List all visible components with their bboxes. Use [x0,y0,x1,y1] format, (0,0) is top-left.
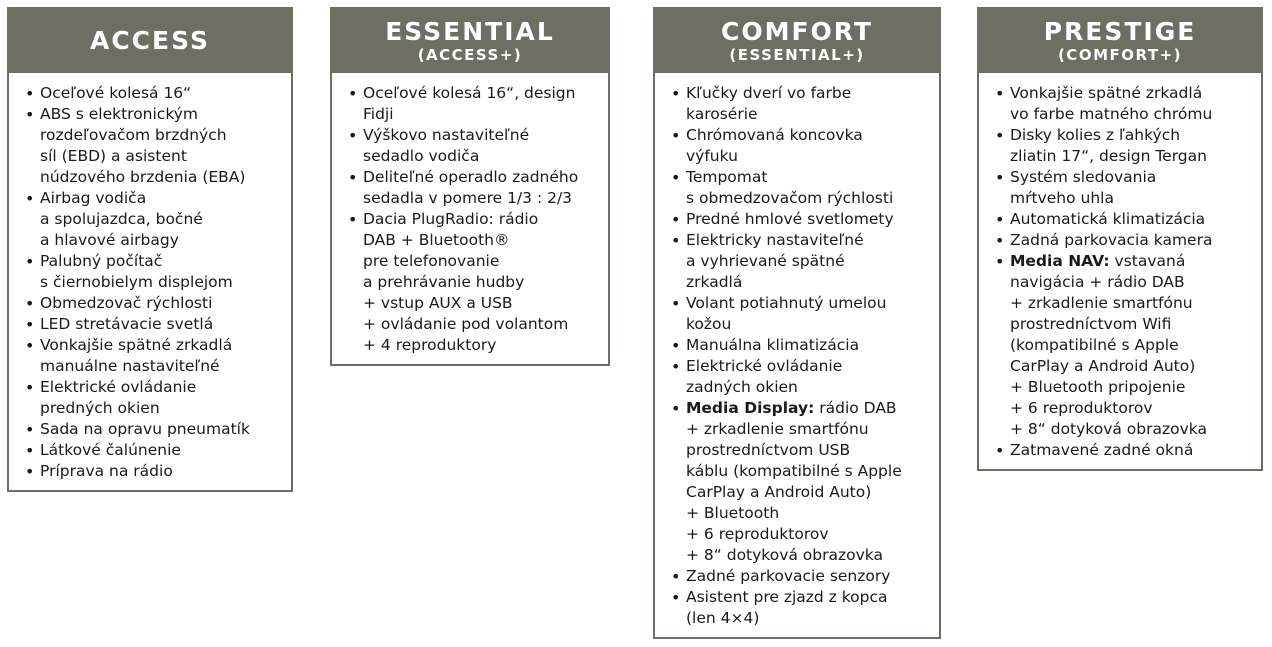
feature-item [25,440,285,461]
feature-line [40,272,285,293]
feature-text: Systém sledovania [1010,168,1157,186]
feature-text: + ovládanie pod volantom [363,315,569,333]
feature-text: + 8“ dotyková obrazovka [686,546,883,564]
feature-line [363,167,602,188]
feature-text: + zrkadlenie smartfónu [686,420,869,438]
feature-text: s obmedzovačom rýchlosti [686,189,894,207]
feature-text: + Bluetooth [686,504,780,522]
feature-item [25,461,285,482]
column-title: PRESTIGE [1043,17,1197,46]
feature-line [686,314,933,335]
feature-line [686,524,933,545]
feature-line [686,272,933,293]
feature-line [1010,440,1255,461]
feature-line [686,398,933,419]
feature-item [995,167,1255,209]
column-access [7,7,293,492]
feature-text: pre telefonovanie [363,252,500,270]
feature-line [1010,230,1255,251]
feature-line [363,230,602,251]
feature-line [1010,398,1255,419]
feature-line [363,125,602,146]
feature-item [25,83,285,104]
feature-text: Elektricky nastaviteľné [686,231,864,249]
column-subtitle: (ESSENTIAL+) [729,46,865,64]
feature-line [1010,251,1255,272]
feature-text: Obmedzovač rýchlosti [40,294,213,312]
feature-line [1010,377,1255,398]
feature-line [1010,272,1255,293]
feature-line [40,356,285,377]
feature-line [40,419,285,440]
feature-text: Automatická klimatizácia [1010,210,1206,228]
feature-line [686,230,933,251]
feature-line [363,251,602,272]
feature-line [1010,188,1255,209]
feature-line [686,125,933,146]
feature-line [686,104,933,125]
feature-line [40,335,285,356]
feature-text: Predné hmlové svetlomety [686,210,894,228]
feature-text: Kľučky dverí vo farbe [686,84,852,102]
feature-text: vstavaná [1109,252,1186,270]
feature-item [348,209,602,356]
feature-line [1010,419,1255,440]
feature-text: Zadné parkovacie senzory [686,567,891,585]
feature-line [40,377,285,398]
feature-text: Airbag vodiča [40,189,147,207]
feature-line [1010,314,1255,335]
feature-line [40,209,285,230]
feature-line [686,377,933,398]
column-essential [330,7,610,366]
feature-line [40,188,285,209]
feature-line [40,230,285,251]
column-comfort [653,7,941,639]
feature-item [348,125,602,167]
feature-list [979,73,1261,469]
feature-text: + zrkadlenie smartfónu [1010,294,1193,312]
feature-item [995,440,1255,461]
feature-text: + 8“ dotyková obrazovka [1010,420,1207,438]
feature-line [1010,167,1255,188]
feature-text: (len 4×4) [686,609,760,627]
feature-line [686,503,933,524]
feature-line [686,335,933,356]
feature-text: CarPlay a Android Auto) [686,483,872,501]
feature-text: DAB + Bluetooth® [363,231,510,249]
feature-text: + 6 reproduktorov [686,525,829,543]
feature-item [25,104,285,188]
feature-text: Fidji [363,105,394,123]
feature-text: núdzového brzdenia (EBA) [40,168,246,186]
feature-line [40,104,285,125]
feature-item [671,125,933,167]
feature-line [1010,83,1255,104]
feature-line [686,608,933,629]
feature-item [995,251,1255,440]
feature-line [363,104,602,125]
feature-text: + 4 reproduktory [363,336,497,354]
feature-text: + 6 reproduktorov [1010,399,1153,417]
feature-text: a prehrávanie hudby [363,273,525,291]
feature-line [363,209,602,230]
feature-line [686,146,933,167]
feature-text: Manuálna klimatizácia [686,336,860,354]
feature-line [686,419,933,440]
feature-text: karosérie [686,105,758,123]
feature-text: rozdeľovačom brzdných [40,126,227,144]
feature-text: výfuku [686,147,738,165]
feature-list [9,73,291,490]
feature-line [686,209,933,230]
feature-text: Chrómovaná koncovka [686,126,863,144]
feature-text: kožou [686,315,732,333]
feature-text: Deliteľné operadlo zadného [363,168,579,186]
feature-list [332,73,608,364]
column-prestige [977,7,1263,471]
feature-line [1010,104,1255,125]
column-title: ACCESS [89,26,210,55]
feature-line [686,482,933,503]
feature-item [25,314,285,335]
feature-item [671,293,933,335]
feature-text: s čiernobielym displejom [40,273,233,291]
feature-item [25,293,285,314]
feature-line [686,188,933,209]
feature-line [363,188,602,209]
feature-line [686,356,933,377]
feature-line [40,293,285,314]
feature-line [40,461,285,482]
column-subtitle: (ACCESS+) [417,46,523,64]
feature-text: Asistent pre zjazd z kopca [686,588,888,606]
column-header [332,9,608,73]
feature-bold-label: Media NAV: [1010,252,1110,270]
feature-line [40,146,285,167]
feature-item [348,167,602,209]
feature-line [40,251,285,272]
feature-text: Palubný počítač [40,252,163,270]
feature-text: Disky kolies z ľahkých [1010,126,1181,144]
feature-line [1010,125,1255,146]
feature-line [686,587,933,608]
feature-line [40,167,285,188]
column-title: COMFORT [721,17,873,46]
feature-line [40,440,285,461]
feature-text: Zatmavené zadné okná [1010,441,1194,459]
feature-text: zrkadlá [686,273,743,291]
feature-item [671,356,933,398]
feature-item [995,209,1255,230]
feature-line [686,566,933,587]
column-header [9,9,291,73]
feature-text: ABS s elektronickým [40,105,199,123]
feature-text: Výškovo nastaviteľné [363,126,530,144]
feature-text: rádio DAB [814,399,897,417]
feature-line [363,83,602,104]
feature-item [671,167,933,209]
feature-item [25,335,285,377]
column-subtitle: (COMFORT+) [1057,46,1183,64]
feature-text: Látkové čalúnenie [40,441,181,459]
feature-item [671,83,933,125]
feature-line [40,314,285,335]
feature-item [671,230,933,293]
feature-text: káblu (kompatibilné s Apple [686,462,902,480]
feature-item [25,188,285,251]
feature-list [655,73,939,637]
feature-line [1010,209,1255,230]
feature-bold-label: Media Display: [686,399,815,417]
feature-text: LED stretávacie svetlá [40,315,214,333]
feature-item [995,125,1255,167]
feature-text: vo farbe matného chrómu [1010,105,1213,123]
feature-item [25,377,285,419]
feature-text: a spolujazdca, bočné [40,210,203,228]
feature-text: predných okien [40,399,160,417]
feature-text: prostredníctvom Wifi [1010,315,1172,333]
column-header [979,9,1261,73]
feature-text: (kompatibilné s Apple [1010,336,1179,354]
feature-item [348,83,602,125]
feature-text: síl (EBD) a asistent [40,147,187,165]
feature-text: Zadná parkovacia kamera [1010,231,1213,249]
feature-text: navigácia + rádio DAB [1010,273,1185,291]
feature-text: sedadla v pomere 1/3 : 2/3 [363,189,573,207]
feature-line [686,83,933,104]
feature-item [25,251,285,293]
feature-text: Elektrické ovládanie [686,357,843,375]
column-header [655,9,939,73]
feature-line [40,125,285,146]
feature-line [363,293,602,314]
feature-line [686,461,933,482]
feature-line [1010,146,1255,167]
feature-item [25,419,285,440]
feature-text: Vonkajšie spätné zrkadlá [1010,84,1203,102]
feature-text: Oceľové kolesá 16“ [40,84,192,102]
feature-text: mŕtveho uhla [1010,189,1114,207]
feature-line [686,440,933,461]
feature-line [1010,356,1255,377]
feature-line [1010,335,1255,356]
feature-text: a hlavové airbagy [40,231,179,249]
feature-item [671,335,933,356]
feature-item [671,209,933,230]
feature-item [995,230,1255,251]
feature-text: prostredníctvom USB [686,441,851,459]
feature-line [40,398,285,419]
feature-text: zliatin 17“, design Tergan [1010,147,1207,165]
feature-item [995,83,1255,125]
feature-text: Tempomat [686,168,768,186]
feature-text: Príprava na rádio [40,462,173,480]
feature-text: Oceľové kolesá 16“, design [363,84,576,102]
feature-text: Elektrické ovládanie [40,378,197,396]
feature-text: zadných okien [686,378,798,396]
feature-line [363,272,602,293]
feature-item [671,566,933,587]
feature-line [686,545,933,566]
feature-text: Vonkajšie spätné zrkadlá [40,336,233,354]
feature-line [363,146,602,167]
feature-line [1010,293,1255,314]
feature-text: sedadlo vodiča [363,147,480,165]
feature-item [671,587,933,629]
feature-line [686,293,933,314]
feature-text: CarPlay a Android Auto) [1010,357,1196,375]
feature-line [363,335,602,356]
feature-line [363,314,602,335]
column-title: ESSENTIAL [385,17,555,46]
feature-text: manuálne nastaviteľné [40,357,220,375]
feature-item [671,398,933,566]
feature-line [686,167,933,188]
feature-text: Dacia PlugRadio: rádio [363,210,539,228]
feature-text: a vyhrievané spätné [686,252,845,270]
feature-text: + vstup AUX a USB [363,294,513,312]
feature-line [686,251,933,272]
feature-text: Sada na opravu pneumatík [40,420,250,438]
feature-text: Volant potiahnutý umelou [686,294,887,312]
feature-line [40,83,285,104]
feature-text: + Bluetooth pripojenie [1010,378,1186,396]
